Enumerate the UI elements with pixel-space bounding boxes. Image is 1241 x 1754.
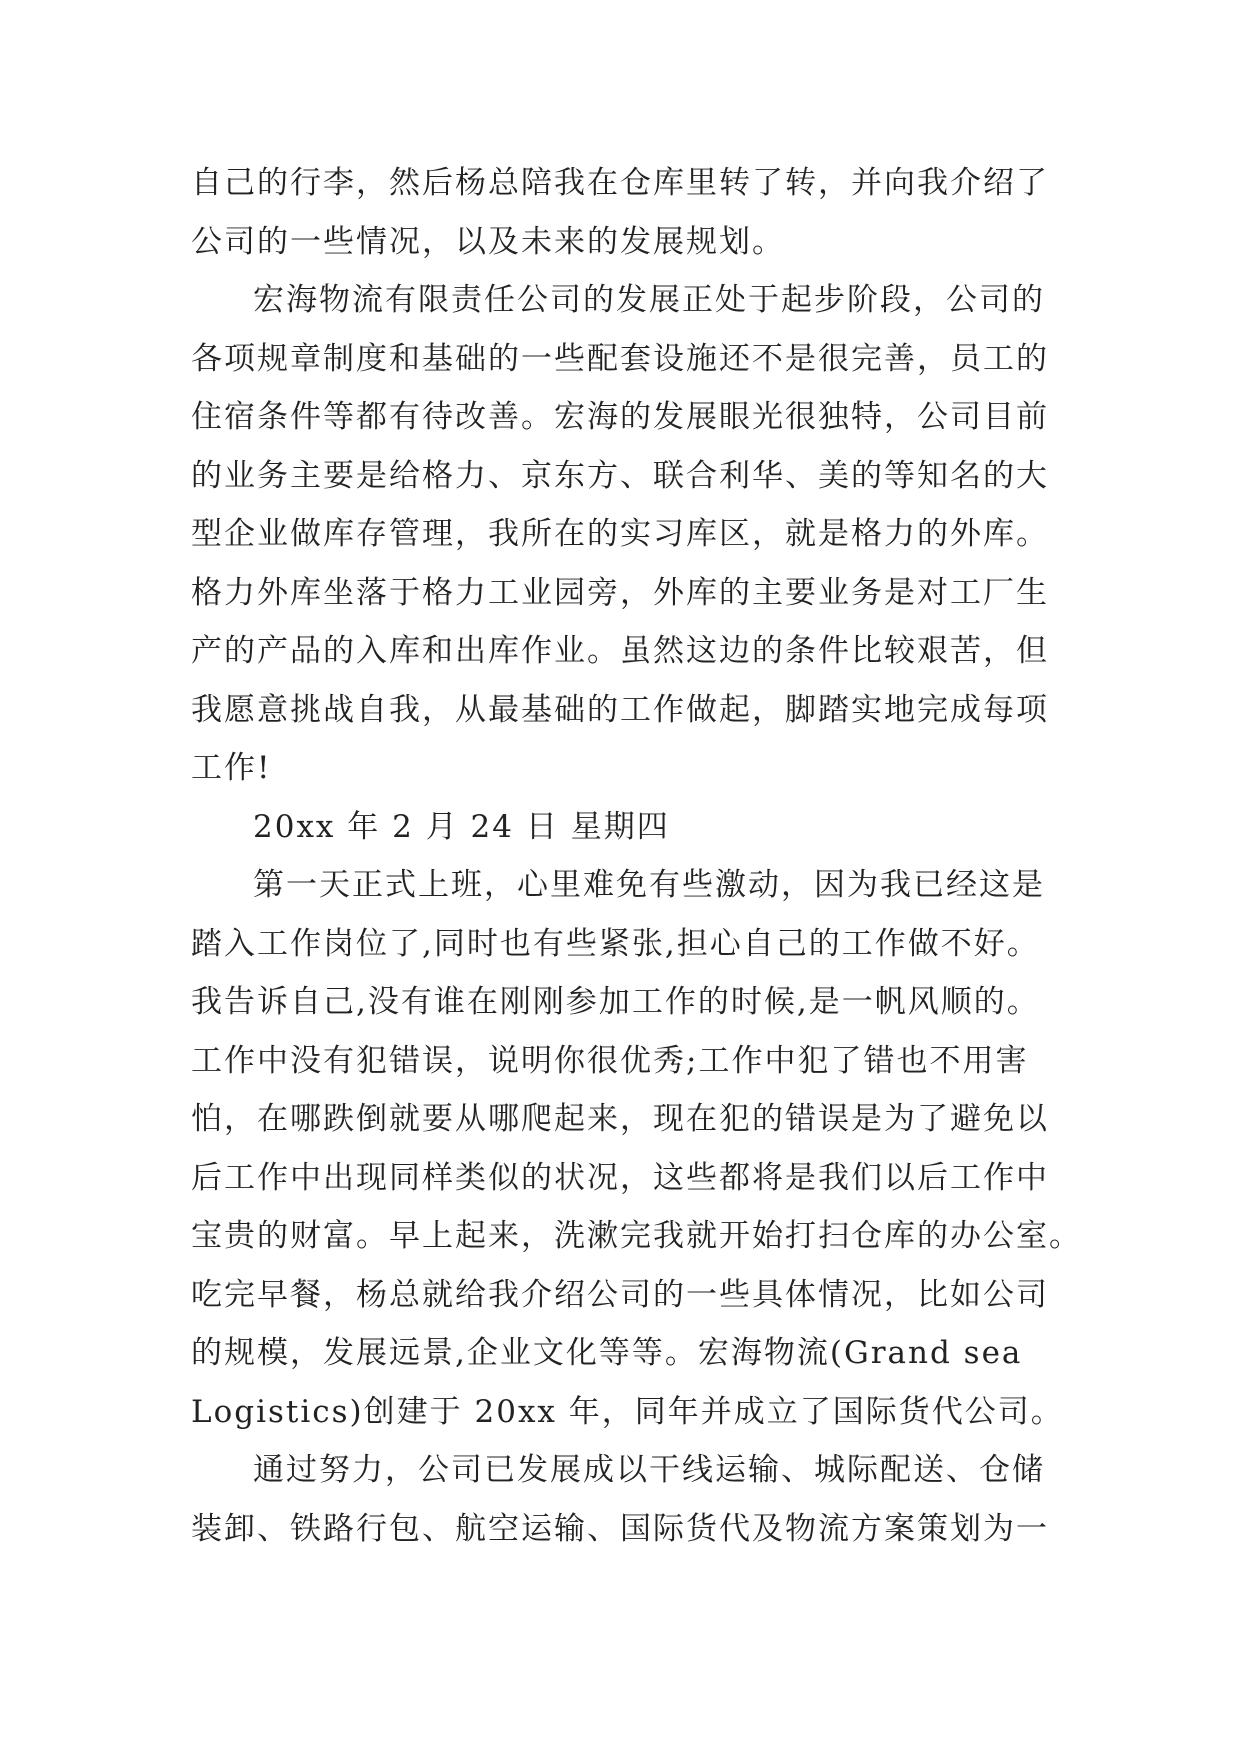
- document-body: [191, 154, 1082, 1558]
- text-line: 吃完早餐，杨总就给我介绍公司的一些具体情况，比如公司: [191, 1276, 1049, 1313]
- text-line: 装卸、铁路行包、航空运输、国际货代及物流方案策划为一: [191, 1510, 1049, 1547]
- text-line: 我愿意挑战自我，从最基础的工作做起，脚踏实地完成每项: [191, 691, 1049, 728]
- text-line: 公司的一些情况，以及未来的发展规划。: [191, 223, 785, 260]
- text-line: Logistics)创建于 20xx 年，同年并成立了国际货代公司。: [191, 1393, 1064, 1430]
- paragraph-start-line: 第一天正式上班，心里难免有些激动，因为我已经这是: [253, 867, 1045, 903]
- text-line: 工作!: [191, 750, 272, 786]
- text-line: 后工作中出现同样类似的状况，这些都将是我们以后工作中: [191, 1159, 1049, 1196]
- paragraph-start-line: 宏海物流有限责任公司的发展正处于起步阶段，公司的: [253, 282, 1045, 318]
- text-line: 格力外库坐落于格力工业园旁，外库的主要业务是对工厂生: [191, 574, 1049, 611]
- text-line: 的规模，发展远景,企业文化等等。宏海物流(Grand sea: [191, 1335, 1023, 1371]
- text-line: 住宿条件等都有待改善。宏海的发展眼光很独特，公司目前: [191, 399, 1049, 435]
- text-line: 自己的行李，然后杨总陪我在仓库里转了转，并向我介绍了: [191, 165, 1049, 201]
- text-line: 我告诉自己,没有谁在刚刚参加工作的时候,是一帆风顺的。: [191, 984, 1040, 1020]
- text-line: 宝贵的财富。早上起来，洗漱完我就开始打扫仓库的办公室。: [191, 1218, 1082, 1254]
- text-line: 各项规章制度和基础的一些配套设施还不是很完善，员工的: [191, 340, 1049, 377]
- text-line: 工作中没有犯错误，说明你很优秀;工作中犯了错也不用害: [191, 1042, 1029, 1079]
- text-line: 怕，在哪跌倒就要从哪爬起来，现在犯的错误是为了避免以: [191, 1101, 1049, 1137]
- date-heading: 20xx 年 2 月 24 日 星期四: [253, 808, 670, 845]
- text-line: 型企业做库存管理，我所在的实习库区，就是格力的外库。: [191, 516, 1049, 552]
- text-line: 的业务主要是给格力、京东方、联合利华、美的等知名的大: [191, 457, 1049, 494]
- paragraph-start-line: 通过努力，公司已发展成以干线运输、城际配送、仓储: [253, 1452, 1045, 1488]
- text-line: 产的产品的入库和出库作业。虽然这边的条件比较艰苦，但: [191, 633, 1049, 669]
- text-line: 踏入工作岗位了,同时也有些紧张,担心自己的工作做不好。: [191, 925, 1040, 962]
